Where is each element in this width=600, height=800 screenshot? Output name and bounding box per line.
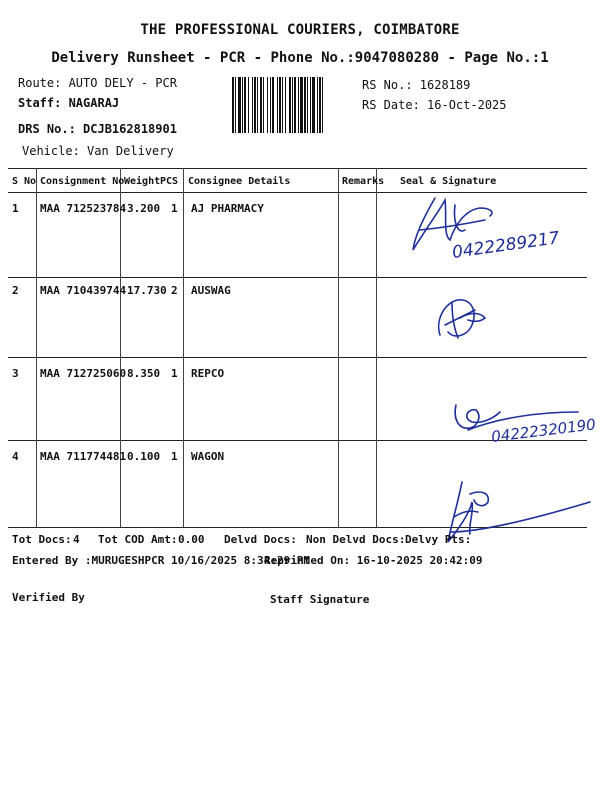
column-divider: [338, 168, 339, 527]
barcode-bar: [282, 77, 283, 133]
barcode-bar: [307, 77, 308, 133]
barcode-bar: [254, 77, 256, 133]
column-divider: [183, 168, 184, 527]
table-cell-pcs: 1: [171, 450, 178, 463]
table-cell-sno: 4: [12, 450, 19, 463]
vehicle-text: Vehicle: Van Delivery: [22, 144, 174, 158]
barcode-bar: [310, 77, 311, 133]
barcode-bar: [279, 77, 281, 133]
handwritten-phone-1: 0422289217: [450, 228, 561, 263]
barcode-bar: [232, 77, 234, 133]
staff-text: Staff: NAGARAJ: [18, 96, 120, 110]
barcode-bar: [248, 77, 249, 133]
barcode-image: [232, 77, 356, 133]
non-delvd-docs-label: Non Delvd Docs:: [306, 533, 406, 546]
cod-value: 0.00: [178, 533, 205, 546]
table-cell-pcs: 1: [171, 202, 178, 215]
row-divider: [8, 357, 587, 358]
tot-docs-label: Tot Docs:: [12, 533, 72, 546]
column-divider: [120, 168, 121, 527]
handwritten-phone-3: 04222320190: [490, 415, 597, 446]
column-divider: [36, 168, 37, 527]
barcode-bar: [272, 77, 274, 133]
table-cell-consignee: WAGON: [191, 450, 225, 463]
table-cell-consignee: AUSWAG: [191, 284, 231, 297]
barcode-bar: [298, 77, 299, 133]
table-cell-sno: 1: [12, 202, 19, 215]
col-header-consignment: Consignment No: [40, 176, 125, 187]
table-cell-sno: 3: [12, 367, 19, 380]
barcode-bar: [270, 77, 271, 133]
barcode-bar: [285, 77, 286, 133]
barcode-bar: [267, 77, 268, 133]
barcode-bar: [244, 77, 246, 133]
barcode-bar: [319, 77, 321, 133]
signature-row-4: [440, 472, 600, 562]
rs-number: RS No.: 1628189: [362, 78, 471, 92]
col-header-consignee: Consignee Details: [188, 176, 291, 187]
delvy-pts-label: Delvy Pts:: [405, 533, 472, 546]
barcode-bar: [300, 77, 303, 133]
table-cell-consignment: MAA 712725060: [40, 367, 127, 380]
col-header-weight: Weight: [124, 176, 161, 187]
delvd-docs-label: Delvd Docs:: [224, 533, 297, 546]
tot-docs-value: 4: [73, 533, 80, 546]
signature-row-2: [430, 290, 510, 350]
table-cell-weight: 3.200: [127, 202, 161, 215]
company-title: THE PROFESSIONAL COURIERS, COIMBATORE: [140, 22, 460, 38]
col-header-pcs: PCS: [160, 176, 179, 187]
barcode-bar: [312, 77, 315, 133]
rs-date: RS Date: 16-Oct-2025: [362, 98, 507, 112]
barcode-bar: [235, 77, 236, 133]
table-top-rule: [8, 168, 587, 169]
table-cell-weight: 17.730: [127, 284, 167, 297]
table-cell-consignment: MAA 712523784: [40, 202, 127, 215]
table-cell-consignee: AJ PHARMACY: [191, 202, 264, 215]
barcode-bar: [257, 77, 258, 133]
barcode-bar: [260, 77, 262, 133]
col-header-sno: S No: [12, 176, 37, 187]
barcode-bar: [292, 77, 293, 133]
signature-row-3: [448, 390, 600, 450]
col-header-seal: Seal & Signature: [400, 176, 497, 187]
runsheet-subtitle: Delivery Runsheet - PCR - Phone No.:9047080280 - Page No.:1: [51, 50, 549, 66]
entered-by: Entered By :MURUGESHPCR 10/16/2025 8:34:29 PM: [12, 554, 311, 567]
col-header-remarks: Remarks: [342, 176, 385, 187]
table-cell-consignment: MAA 710439744: [40, 284, 127, 297]
staff-signature-label: Staff Signature: [270, 593, 370, 606]
table-cell-weight: 0.100: [127, 450, 161, 463]
barcode-bar: [322, 77, 323, 133]
cod-label: Tot COD Amt:: [98, 533, 178, 546]
drs-number: DRS No.: DCJB162818901: [18, 122, 177, 136]
barcode-bar: [304, 77, 306, 133]
barcode-bar: [242, 77, 243, 133]
reprinted-on: Reprinted On: 16-10-2025 20:42:09: [264, 554, 483, 567]
barcode-bar: [277, 77, 278, 133]
barcode-bar: [263, 77, 264, 133]
barcode-bar: [294, 77, 296, 133]
table-cell-sno: 2: [12, 284, 19, 297]
barcode-bar: [252, 77, 253, 133]
route-text: Route: AUTO DELY - PCR: [18, 76, 177, 90]
table-cell-consignee: REPCO: [191, 367, 225, 380]
verified-by-label: Verified By: [12, 591, 85, 604]
row-divider: [8, 277, 587, 278]
table-cell-weight: 8.350: [127, 367, 161, 380]
table-cell-pcs: 1: [171, 367, 178, 380]
barcode-bar: [238, 77, 241, 133]
barcode-bar: [289, 77, 291, 133]
barcode-bar: [317, 77, 318, 133]
column-divider: [376, 168, 377, 527]
table-cell-pcs: 2: [171, 284, 178, 297]
signature-row-1: [395, 190, 595, 270]
table-cell-consignment: MAA 711774481: [40, 450, 127, 463]
